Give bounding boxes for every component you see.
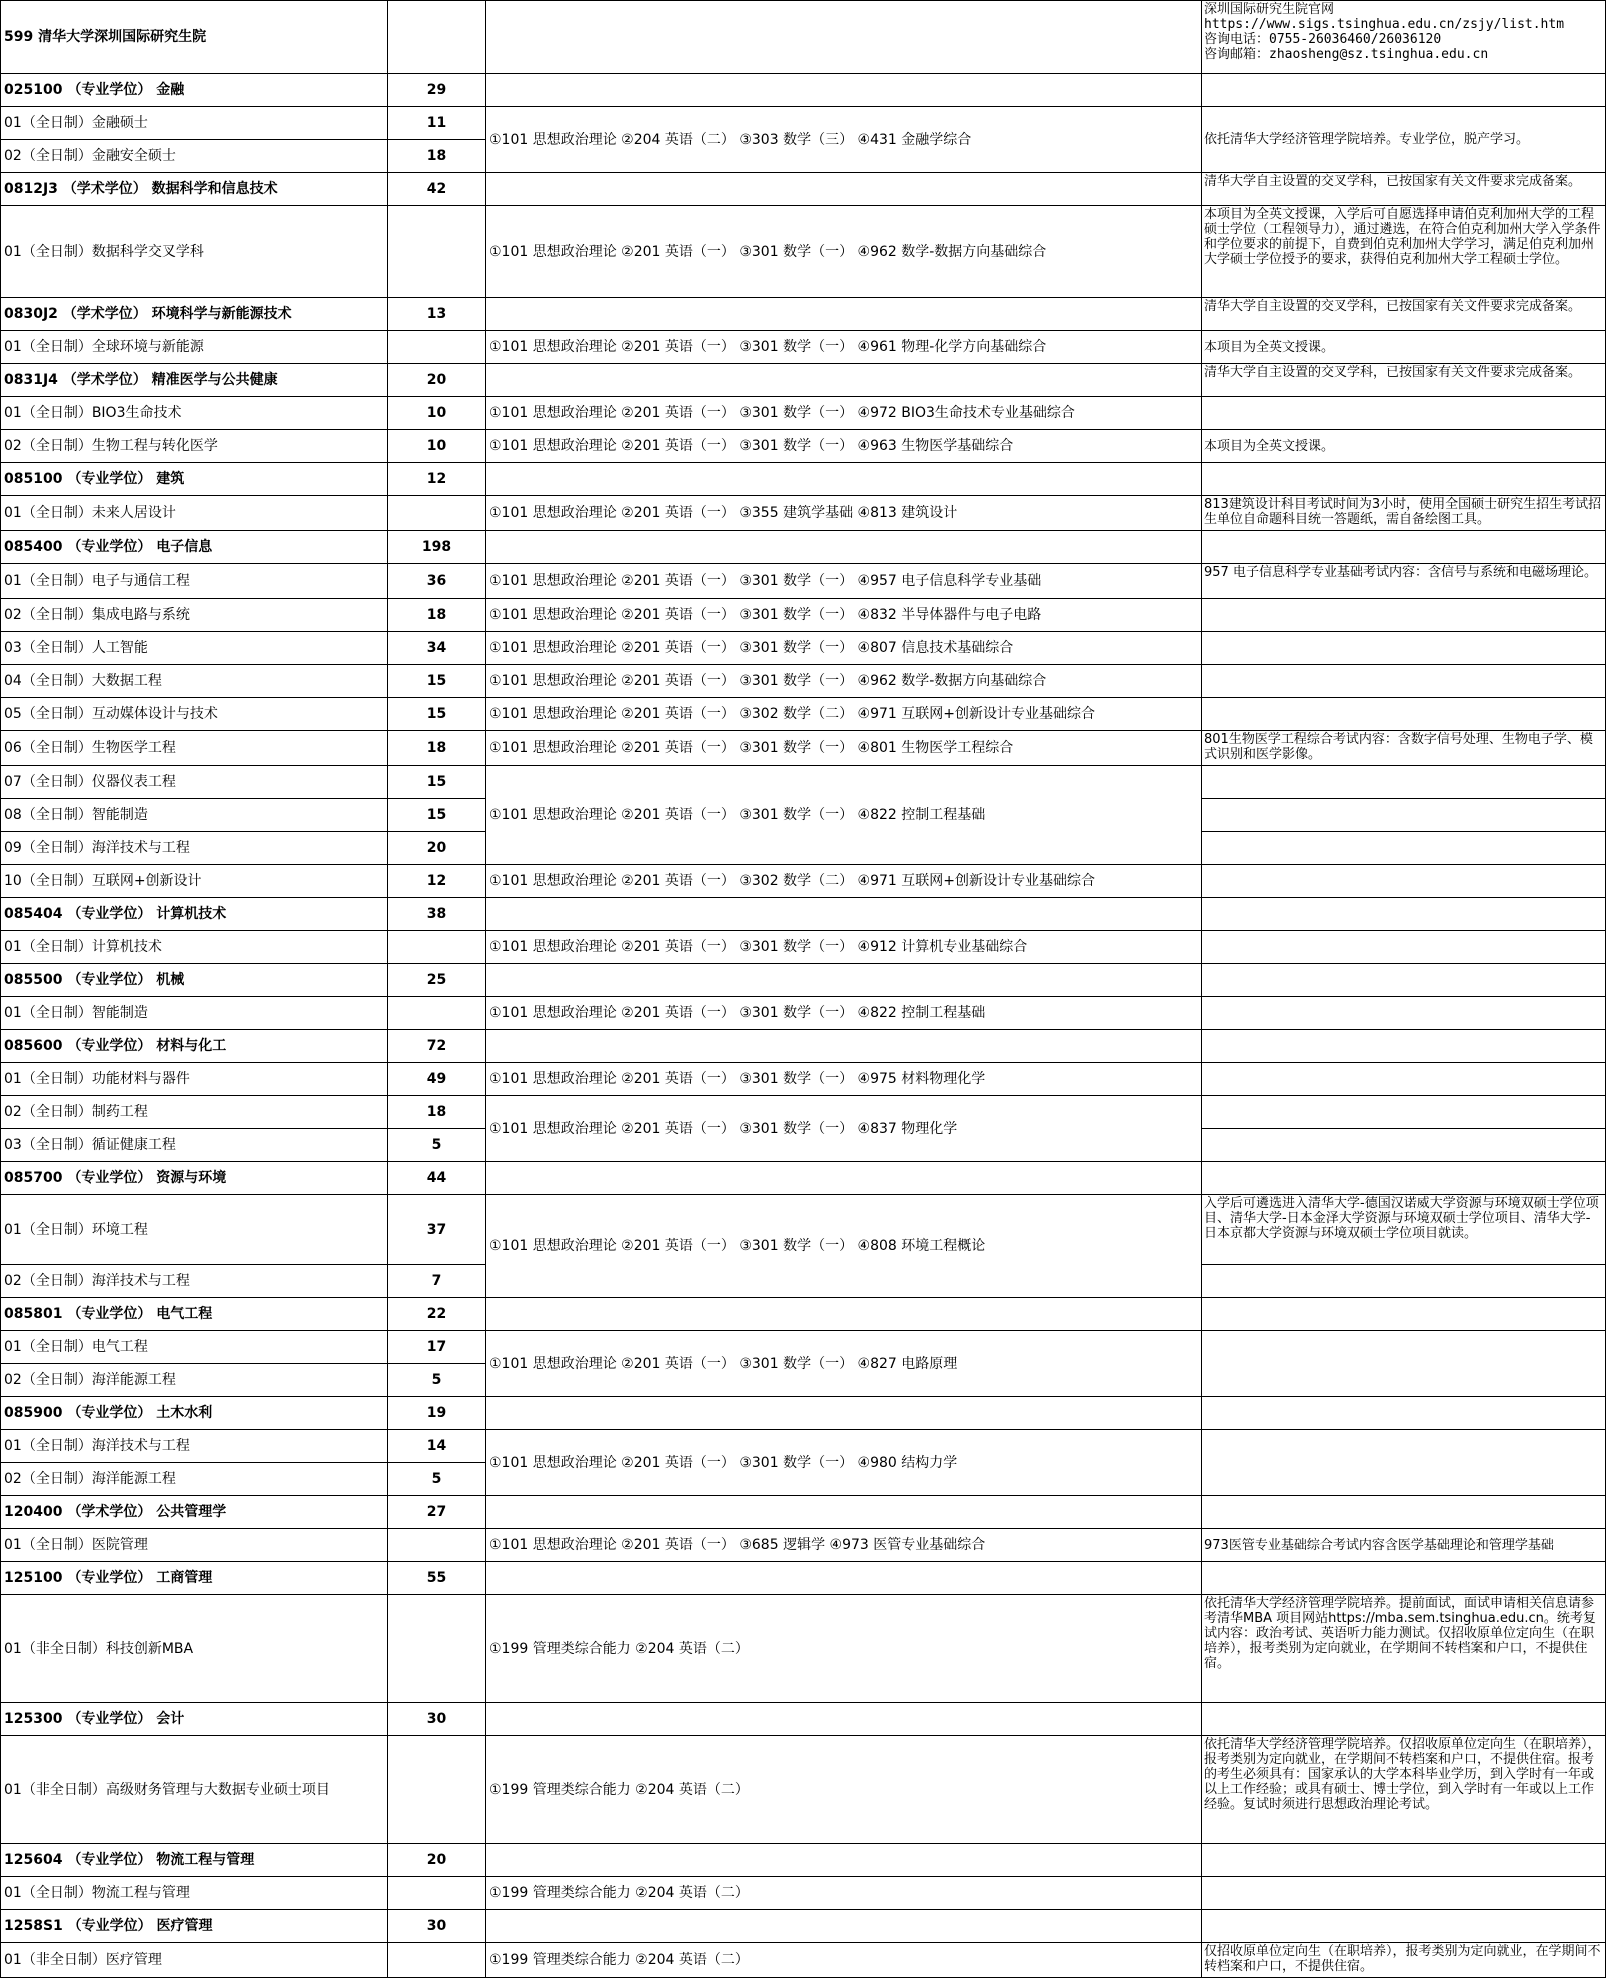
table-row bbox=[1, 430, 1606, 463]
major-name: 125100 （专业学位） 工商管理 bbox=[1, 1562, 388, 1595]
major-name: 085500 （专业学位） 机械 bbox=[1, 964, 388, 997]
exam-subjects: ①199 管理类综合能力 ②204 英语（二） bbox=[486, 1943, 1202, 1978]
remark: 957 电子信息科学专业基础考试内容：含信号与系统和电磁场理论。 bbox=[1202, 564, 1606, 599]
enroll-count: 15 bbox=[388, 665, 486, 698]
exam-subjects bbox=[486, 1030, 1202, 1063]
remark: 本项目为全英文授课。 bbox=[1202, 331, 1606, 364]
remark bbox=[1202, 1129, 1606, 1162]
exam-subjects: ①101 思想政治理论 ②204 英语（二） ③303 数学（三） ④431 金融学综合 bbox=[486, 107, 1202, 173]
enroll-count: 15 bbox=[388, 698, 486, 731]
exam-subjects: ①101 思想政治理论 ②201 英语（一） ③301 数学（一） ④837 物理化学 bbox=[486, 1096, 1202, 1162]
major-name: 085400 （专业学位） 电子信息 bbox=[1, 531, 388, 564]
direction-name: 01（全日制）计算机技术 bbox=[1, 931, 388, 964]
major-name: 0831J4 （学术学位） 精准医学与公共健康 bbox=[1, 364, 388, 397]
table-row bbox=[1, 1397, 1606, 1430]
direction-name: 02（全日制）生物工程与转化医学 bbox=[1, 430, 388, 463]
institute-contact bbox=[1202, 1, 1606, 74]
exam-subjects bbox=[486, 964, 1202, 997]
institute-subjects bbox=[486, 1, 1202, 74]
enroll-count: 7 bbox=[388, 1265, 486, 1298]
direction-name: 10（全日制）互联网+创新设计 bbox=[1, 865, 388, 898]
major-name: 085900 （专业学位） 土木水利 bbox=[1, 1397, 388, 1430]
exam-subjects: ①101 思想政治理论 ②201 英语（一） ③301 数学（一） ④822 控制工程基础 bbox=[486, 766, 1202, 865]
enroll-count bbox=[388, 1877, 486, 1910]
exam-subjects: ①101 思想政治理论 ②201 英语（一） ③301 数学（一） ④962 数学-数据方向基础综合 bbox=[486, 206, 1202, 298]
major-name: 120400 （学术学位） 公共管理学 bbox=[1, 1496, 388, 1529]
table-row bbox=[1, 1877, 1606, 1910]
table-row bbox=[1, 1298, 1606, 1331]
direction-name: 01（全日制）全球环境与新能源 bbox=[1, 331, 388, 364]
enroll-count: 198 bbox=[388, 531, 486, 564]
remark bbox=[1202, 1030, 1606, 1063]
table-row bbox=[1, 1030, 1606, 1063]
contact-line: https://www.sigs.tsinghua.edu.cn/zsjy/list.htm bbox=[1204, 17, 1565, 32]
direction-name: 01（全日制）未来人居设计 bbox=[1, 496, 388, 531]
exam-subjects: ①101 思想政治理论 ②201 英语（一） ③301 数学（一） ④822 控制工程基础 bbox=[486, 997, 1202, 1030]
remark bbox=[1202, 74, 1606, 107]
direction-name: 02（全日制）金融安全硕士 bbox=[1, 140, 388, 173]
enroll-count bbox=[388, 1595, 486, 1703]
table-row bbox=[1, 364, 1606, 397]
enroll-count: 10 bbox=[388, 397, 486, 430]
remark: 清华大学自主设置的交叉学科，已按国家有关文件要求完成备案。 bbox=[1202, 173, 1606, 206]
table-row bbox=[1, 1910, 1606, 1943]
direction-name: 02（全日制）海洋能源工程 bbox=[1, 1463, 388, 1496]
enroll-count: 55 bbox=[388, 1562, 486, 1595]
enroll-count: 44 bbox=[388, 1162, 486, 1195]
remark: 801生物医学工程综合考试内容：含数字信号处理、生物电子学、模式识别和医学影像。 bbox=[1202, 731, 1606, 766]
remark bbox=[1202, 1877, 1606, 1910]
direction-name: 01（非全日制）科技创新MBA bbox=[1, 1595, 388, 1703]
remark bbox=[1202, 964, 1606, 997]
exam-subjects: ①199 管理类综合能力 ②204 英语（二） bbox=[486, 1736, 1202, 1844]
table-row bbox=[1, 898, 1606, 931]
contact-line: 咨询电话：0755-26036460/26036120 bbox=[1204, 32, 1442, 47]
enroll-count: 15 bbox=[388, 766, 486, 799]
table-row bbox=[1, 531, 1606, 564]
direction-name: 01（全日制）环境工程 bbox=[1, 1195, 388, 1265]
enroll-count: 34 bbox=[388, 632, 486, 665]
enroll-count bbox=[388, 1736, 486, 1844]
enroll-count bbox=[388, 206, 486, 298]
table-row bbox=[1, 1162, 1606, 1195]
enroll-count: 11 bbox=[388, 107, 486, 140]
direction-name: 01（全日制）海洋技术与工程 bbox=[1, 1430, 388, 1463]
exam-subjects bbox=[486, 1496, 1202, 1529]
exam-subjects bbox=[486, 1298, 1202, 1331]
exam-subjects bbox=[486, 1562, 1202, 1595]
remark: 依托清华大学经济管理学院培养。专业学位，脱产学习。 bbox=[1202, 107, 1606, 173]
exam-subjects: ①199 管理类综合能力 ②204 英语（二） bbox=[486, 1595, 1202, 1703]
direction-name: 01（全日制）医院管理 bbox=[1, 1529, 388, 1562]
direction-name: 01（全日制）数据科学交叉学科 bbox=[1, 206, 388, 298]
remark: 清华大学自主设置的交叉学科，已按国家有关文件要求完成备案。 bbox=[1202, 298, 1606, 331]
remark: 本项目为全英文授课。 bbox=[1202, 430, 1606, 463]
enroll-count: 29 bbox=[388, 74, 486, 107]
exam-subjects: ①101 思想政治理论 ②201 英语（一） ③355 建筑学基础 ④813 建筑设计 bbox=[486, 496, 1202, 531]
table-row bbox=[1, 107, 1606, 140]
remark: 仅招收原单位定向生（在职培养），报考类别为定向就业，在学期间不转档案和户口，不提供住宿。 bbox=[1202, 1943, 1606, 1978]
remark bbox=[1202, 463, 1606, 496]
enroll-count: 36 bbox=[388, 564, 486, 599]
remark: 依托清华大学经济管理学院培养。仅招收原单位定向生（在职培养），报考类别为定向就业，在学期间不转档案和户口，不提供住宿。报考的考生必须具有：国家承认的大学本科毕业学历，到入学时有一年或以上工作经验；或具有硕士、博士学位，到入学时有一年或以上工作经验。复试时须进行思想政治理论考试。 bbox=[1202, 1736, 1606, 1844]
direction-name: 03（全日制）人工智能 bbox=[1, 632, 388, 665]
enroll-count: 30 bbox=[388, 1910, 486, 1943]
direction-name: 08（全日制）智能制造 bbox=[1, 799, 388, 832]
exam-subjects bbox=[486, 1703, 1202, 1736]
enroll-count: 13 bbox=[388, 298, 486, 331]
enroll-count: 5 bbox=[388, 1364, 486, 1397]
exam-subjects bbox=[486, 463, 1202, 496]
major-name: 085600 （专业学位） 材料与化工 bbox=[1, 1030, 388, 1063]
table-row bbox=[1, 331, 1606, 364]
remark bbox=[1202, 1265, 1606, 1298]
enroll-count bbox=[388, 496, 486, 531]
direction-name: 07（全日制）仪器仪表工程 bbox=[1, 766, 388, 799]
enroll-count bbox=[388, 1943, 486, 1978]
enroll-count: 25 bbox=[388, 964, 486, 997]
major-name: 125604 （专业学位） 物流工程与管理 bbox=[1, 1844, 388, 1877]
table-row bbox=[1, 665, 1606, 698]
table-row bbox=[1, 1844, 1606, 1877]
remark bbox=[1202, 832, 1606, 865]
exam-subjects bbox=[486, 173, 1202, 206]
enroll-count: 18 bbox=[388, 1096, 486, 1129]
table-row bbox=[1, 1943, 1606, 1978]
table-row bbox=[1, 731, 1606, 766]
enroll-count: 20 bbox=[388, 364, 486, 397]
exam-subjects bbox=[486, 364, 1202, 397]
exam-subjects: ①101 思想政治理论 ②201 英语（一） ③301 数学（一） ④962 数学-数据方向基础综合 bbox=[486, 665, 1202, 698]
table-row bbox=[1, 496, 1606, 531]
exam-subjects bbox=[486, 1397, 1202, 1430]
table-row bbox=[1, 74, 1606, 107]
remark bbox=[1202, 1298, 1606, 1331]
enroll-count: 37 bbox=[388, 1195, 486, 1265]
remark bbox=[1202, 997, 1606, 1030]
exam-subjects: ①101 思想政治理论 ②201 英语（一） ③301 数学（一） ④827 电路原理 bbox=[486, 1331, 1202, 1397]
table-row bbox=[1, 564, 1606, 599]
exam-subjects: ①101 思想政治理论 ②201 英语（一） ③301 数学（一） ④957 电子信息科学专业基础 bbox=[486, 564, 1202, 599]
table-row bbox=[1, 1430, 1606, 1463]
enroll-count: 22 bbox=[388, 1298, 486, 1331]
exam-subjects: ①101 思想政治理论 ②201 英语（一） ③302 数学（二） ④971 互联网+创新设计专业基础综合 bbox=[486, 865, 1202, 898]
direction-name: 06（全日制）生物医学工程 bbox=[1, 731, 388, 766]
enroll-count: 14 bbox=[388, 1430, 486, 1463]
major-name: 0812J3 （学术学位） 数据科学和信息技术 bbox=[1, 173, 388, 206]
direction-name: 01（全日制）BIO3生命技术 bbox=[1, 397, 388, 430]
exam-subjects: ①101 思想政治理论 ②201 英语（一） ③301 数学（一） ④963 生物医学基础综合 bbox=[486, 430, 1202, 463]
enroll-count bbox=[388, 931, 486, 964]
direction-name: 04（全日制）大数据工程 bbox=[1, 665, 388, 698]
table-row bbox=[1, 206, 1606, 298]
enroll-count: 5 bbox=[388, 1463, 486, 1496]
enroll-count: 72 bbox=[388, 1030, 486, 1063]
remark bbox=[1202, 766, 1606, 799]
direction-name: 01（非全日制）高级财务管理与大数据专业硕士项目 bbox=[1, 1736, 388, 1844]
table-row bbox=[1, 1529, 1606, 1562]
exam-subjects: ①101 思想政治理论 ②201 英语（一） ③685 逻辑学 ④973 医管专业基础综合 bbox=[486, 1529, 1202, 1562]
major-name: 125300 （专业学位） 会计 bbox=[1, 1703, 388, 1736]
table-row bbox=[1, 964, 1606, 997]
direction-name: 01（非全日制）医疗管理 bbox=[1, 1943, 388, 1978]
table-row bbox=[1, 1496, 1606, 1529]
direction-name: 01（全日制）金融硕士 bbox=[1, 107, 388, 140]
exam-subjects: ①101 思想政治理论 ②201 英语（一） ③301 数学（一） ④961 物理-化学方向基础综合 bbox=[486, 331, 1202, 364]
exam-subjects bbox=[486, 298, 1202, 331]
remark bbox=[1202, 1162, 1606, 1195]
institute-row bbox=[1, 1, 1606, 74]
remark bbox=[1202, 698, 1606, 731]
institute-title: 599 清华大学深圳国际研究生院 bbox=[1, 1, 388, 74]
remark bbox=[1202, 1844, 1606, 1877]
enroll-count: 20 bbox=[388, 1844, 486, 1877]
enroll-count: 10 bbox=[388, 430, 486, 463]
table-row bbox=[1, 1331, 1606, 1364]
contact-line: 咨询邮箱：zhaosheng@sz.tsinghua.edu.cn bbox=[1204, 47, 1489, 62]
direction-name: 02（全日制）海洋技术与工程 bbox=[1, 1265, 388, 1298]
major-name: 025100 （专业学位） 金融 bbox=[1, 74, 388, 107]
exam-subjects bbox=[486, 1162, 1202, 1195]
table-row bbox=[1, 1703, 1606, 1736]
enroll-count: 18 bbox=[388, 140, 486, 173]
table-row bbox=[1, 599, 1606, 632]
enroll-count: 42 bbox=[388, 173, 486, 206]
table-row bbox=[1, 1195, 1606, 1265]
enroll-count bbox=[388, 331, 486, 364]
enroll-count: 30 bbox=[388, 1703, 486, 1736]
direction-name: 01（全日制）电气工程 bbox=[1, 1331, 388, 1364]
enroll-count: 20 bbox=[388, 832, 486, 865]
enroll-count bbox=[388, 1529, 486, 1562]
direction-name: 01（全日制）电子与通信工程 bbox=[1, 564, 388, 599]
direction-name: 02（全日制）集成电路与系统 bbox=[1, 599, 388, 632]
remark: 依托清华大学经济管理学院培养。提前面试，面试申请相关信息请参考清华MBA 项目网站https://mba.sem.tsinghua.edu.cn。统考复试内容：政治考试、英语听力能力测试。仅招收原单位定向生（在职培养），报考类别为定向就业，在学期间不转档案和户口，不提供住宿。 bbox=[1202, 1595, 1606, 1703]
table-row bbox=[1, 698, 1606, 731]
table-row bbox=[1, 1736, 1606, 1844]
remark bbox=[1202, 632, 1606, 665]
direction-name: 03（全日制）循证健康工程 bbox=[1, 1129, 388, 1162]
exam-subjects: ①101 思想政治理论 ②201 英语（一） ③301 数学（一） ④832 半导体器件与电子电路 bbox=[486, 599, 1202, 632]
enroll-count: 12 bbox=[388, 865, 486, 898]
institute-count bbox=[388, 1, 486, 74]
table-row bbox=[1, 632, 1606, 665]
remark bbox=[1202, 1397, 1606, 1430]
exam-subjects: ①101 思想政治理论 ②201 英语（一） ③301 数学（一） ④972 BIO3生命技术专业基础综合 bbox=[486, 397, 1202, 430]
direction-name: 09（全日制）海洋技术与工程 bbox=[1, 832, 388, 865]
remark bbox=[1202, 799, 1606, 832]
major-name: 1258S1 （专业学位） 医疗管理 bbox=[1, 1910, 388, 1943]
remark bbox=[1202, 1331, 1606, 1397]
major-name: 085801 （专业学位） 电气工程 bbox=[1, 1298, 388, 1331]
exam-subjects: ①101 思想政治理论 ②201 英语（一） ③301 数学（一） ④980 结构力学 bbox=[486, 1430, 1202, 1496]
enroll-count: 49 bbox=[388, 1063, 486, 1096]
direction-name: 01（全日制）智能制造 bbox=[1, 997, 388, 1030]
exam-subjects bbox=[486, 1844, 1202, 1877]
remark bbox=[1202, 1910, 1606, 1943]
remark: 813建筑设计科目考试时间为3小时，使用全国硕士研究生招生考试招生单位自命题科目统一答题纸，需自备绘图工具。 bbox=[1202, 496, 1606, 531]
remark bbox=[1202, 1096, 1606, 1129]
enroll-count: 5 bbox=[388, 1129, 486, 1162]
remark: 入学后可遴选进入清华大学-德国汉诺威大学资源与环境双硕士学位项目、清华大学-日本金泽大学资源与环境双硕士学位项目、清华大学-日本京都大学资源与环境双硕士学位项目就读。 bbox=[1202, 1195, 1606, 1265]
exam-subjects: ①101 思想政治理论 ②201 英语（一） ③301 数学（一） ④801 生物医学工程综合 bbox=[486, 731, 1202, 766]
table-row bbox=[1, 766, 1606, 799]
exam-subjects: ①101 思想政治理论 ②201 英语（一） ③301 数学（一） ④912 计算机专业基础综合 bbox=[486, 931, 1202, 964]
remark bbox=[1202, 531, 1606, 564]
direction-name: 01（全日制）功能材料与器件 bbox=[1, 1063, 388, 1096]
enroll-count: 17 bbox=[388, 1331, 486, 1364]
remark bbox=[1202, 865, 1606, 898]
exam-subjects: ①101 思想政治理论 ②201 英语（一） ③301 数学（一） ④807 信息技术基础综合 bbox=[486, 632, 1202, 665]
table-row bbox=[1, 1562, 1606, 1595]
table-row bbox=[1, 298, 1606, 331]
table-row bbox=[1, 997, 1606, 1030]
exam-subjects: ①101 思想政治理论 ②201 英语（一） ③302 数学（二） ④971 互联网+创新设计专业基础综合 bbox=[486, 698, 1202, 731]
major-name: 0830J2 （学术学位） 环境科学与新能源技术 bbox=[1, 298, 388, 331]
table-row bbox=[1, 173, 1606, 206]
remark bbox=[1202, 1703, 1606, 1736]
enroll-count: 38 bbox=[388, 898, 486, 931]
remark bbox=[1202, 665, 1606, 698]
direction-name: 01（全日制）物流工程与管理 bbox=[1, 1877, 388, 1910]
direction-name: 05（全日制）互动媒体设计与技术 bbox=[1, 698, 388, 731]
enroll-count: 18 bbox=[388, 599, 486, 632]
table-row bbox=[1, 1595, 1606, 1703]
direction-name: 02（全日制）制药工程 bbox=[1, 1096, 388, 1129]
exam-subjects: ①101 思想政治理论 ②201 英语（一） ③301 数学（一） ④975 材料物理化学 bbox=[486, 1063, 1202, 1096]
remark: 本项目为全英文授课，入学后可自愿选择申请伯克利加州大学的工程硕士学位（工程领导力），通过遴选，在符合伯克利加州大学入学条件和学位要求的前提下，自费到伯克利加州大学学习，满足伯克利加州大学硕士学位授予的要求，获得伯克利加州大学工程硕士学位。 bbox=[1202, 206, 1606, 298]
enroll-count: 15 bbox=[388, 799, 486, 832]
table-row bbox=[1, 1063, 1606, 1096]
remark bbox=[1202, 1496, 1606, 1529]
remark: 973医管专业基础综合考试内容含医学基础理论和管理学基础 bbox=[1202, 1529, 1606, 1562]
table-row bbox=[1, 931, 1606, 964]
exam-subjects: ①101 思想政治理论 ②201 英语（一） ③301 数学（一） ④808 环境工程概论 bbox=[486, 1195, 1202, 1298]
table-row bbox=[1, 865, 1606, 898]
enroll-count: 27 bbox=[388, 1496, 486, 1529]
exam-subjects bbox=[486, 898, 1202, 931]
exam-subjects bbox=[486, 531, 1202, 564]
major-name: 085700 （专业学位） 资源与环境 bbox=[1, 1162, 388, 1195]
table-row bbox=[1, 1096, 1606, 1129]
enroll-count: 19 bbox=[388, 1397, 486, 1430]
enroll-count bbox=[388, 997, 486, 1030]
contact-line: 深圳国际研究生院官网 bbox=[1204, 2, 1335, 17]
remark bbox=[1202, 1063, 1606, 1096]
exam-subjects bbox=[486, 74, 1202, 107]
remark bbox=[1202, 397, 1606, 430]
major-name: 085404 （专业学位） 计算机技术 bbox=[1, 898, 388, 931]
table-row bbox=[1, 463, 1606, 496]
exam-subjects: ①199 管理类综合能力 ②204 英语（二） bbox=[486, 1877, 1202, 1910]
remark bbox=[1202, 599, 1606, 632]
direction-name: 02（全日制）海洋能源工程 bbox=[1, 1364, 388, 1397]
remark bbox=[1202, 1430, 1606, 1496]
remark: 清华大学自主设置的交叉学科，已按国家有关文件要求完成备案。 bbox=[1202, 364, 1606, 397]
enroll-count: 18 bbox=[388, 731, 486, 766]
remark bbox=[1202, 898, 1606, 931]
remark bbox=[1202, 1562, 1606, 1595]
exam-subjects bbox=[486, 1910, 1202, 1943]
table-row bbox=[1, 397, 1606, 430]
enroll-count: 12 bbox=[388, 463, 486, 496]
remark bbox=[1202, 931, 1606, 964]
major-name: 085100 （专业学位） 建筑 bbox=[1, 463, 388, 496]
